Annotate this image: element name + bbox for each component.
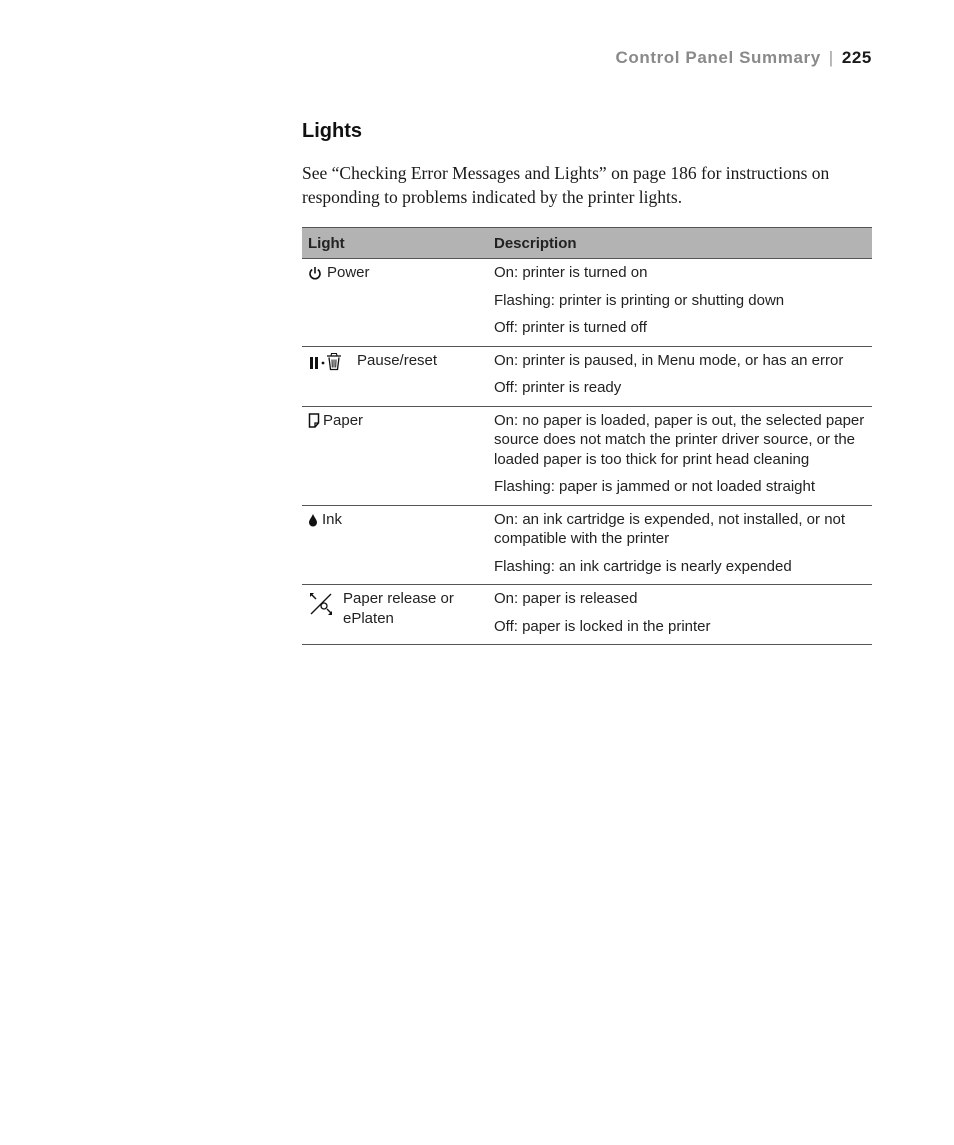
description-line: On: paper is released [494, 590, 638, 607]
pause-reset-icon [308, 351, 352, 371]
light-label: Power [327, 264, 370, 281]
table-row-pause-reset [302, 346, 872, 406]
table-row-paper-release [302, 585, 872, 645]
intro-paragraph: See “Checking Error Messages and Lights” on page 186 for instructions on responding to problems indicated by the printer lights. [302, 163, 830, 207]
light-label: Paper [323, 411, 364, 429]
section-name: Control Panel Summary [615, 48, 821, 67]
table-row-power [302, 259, 872, 347]
column-header-description: Description [488, 228, 872, 259]
column-header-light: Light [302, 228, 488, 259]
description-line: Flashing: an ink cartridge is nearly expended [494, 557, 792, 575]
light-label: Pause/reset [357, 351, 438, 369]
table-header-row [302, 228, 872, 259]
header-separator: | [828, 48, 834, 67]
section-title: Lights [302, 120, 362, 142]
lights-table [302, 227, 872, 645]
description-line: Off: printer is turned off [494, 319, 647, 336]
table-row-ink [302, 505, 872, 585]
paper-release-icon [308, 589, 334, 619]
description-line: Off: printer is ready [494, 379, 622, 396]
description-line: On: no paper is loaded, paper is out, the selected paper source does not match the printer driver source, or the loaded paper is too thick for print head cleaning [494, 411, 865, 468]
light-label: Ink [322, 510, 343, 528]
description-line: On: printer is paused, in Menu mode, or has an error [494, 351, 844, 369]
description-line: On: printer is turned on [494, 264, 648, 281]
paper-icon [308, 411, 320, 431]
table-row-paper [302, 406, 872, 505]
ink-drop-icon [308, 510, 318, 530]
page-number: 225 [841, 48, 872, 67]
description-line: Flashing: printer is printing or shutting down [494, 291, 785, 309]
description-line: On: an ink cartridge is expended, not installed, or not compatible with the printer [494, 510, 846, 547]
description-line: Off: paper is locked in the printer [494, 617, 711, 635]
light-label: Paper release or ePlaten [343, 590, 454, 627]
running-header [615, 48, 872, 68]
description-line: Flashing: paper is jammed or not loaded straight [494, 478, 816, 495]
power-icon [308, 263, 322, 283]
